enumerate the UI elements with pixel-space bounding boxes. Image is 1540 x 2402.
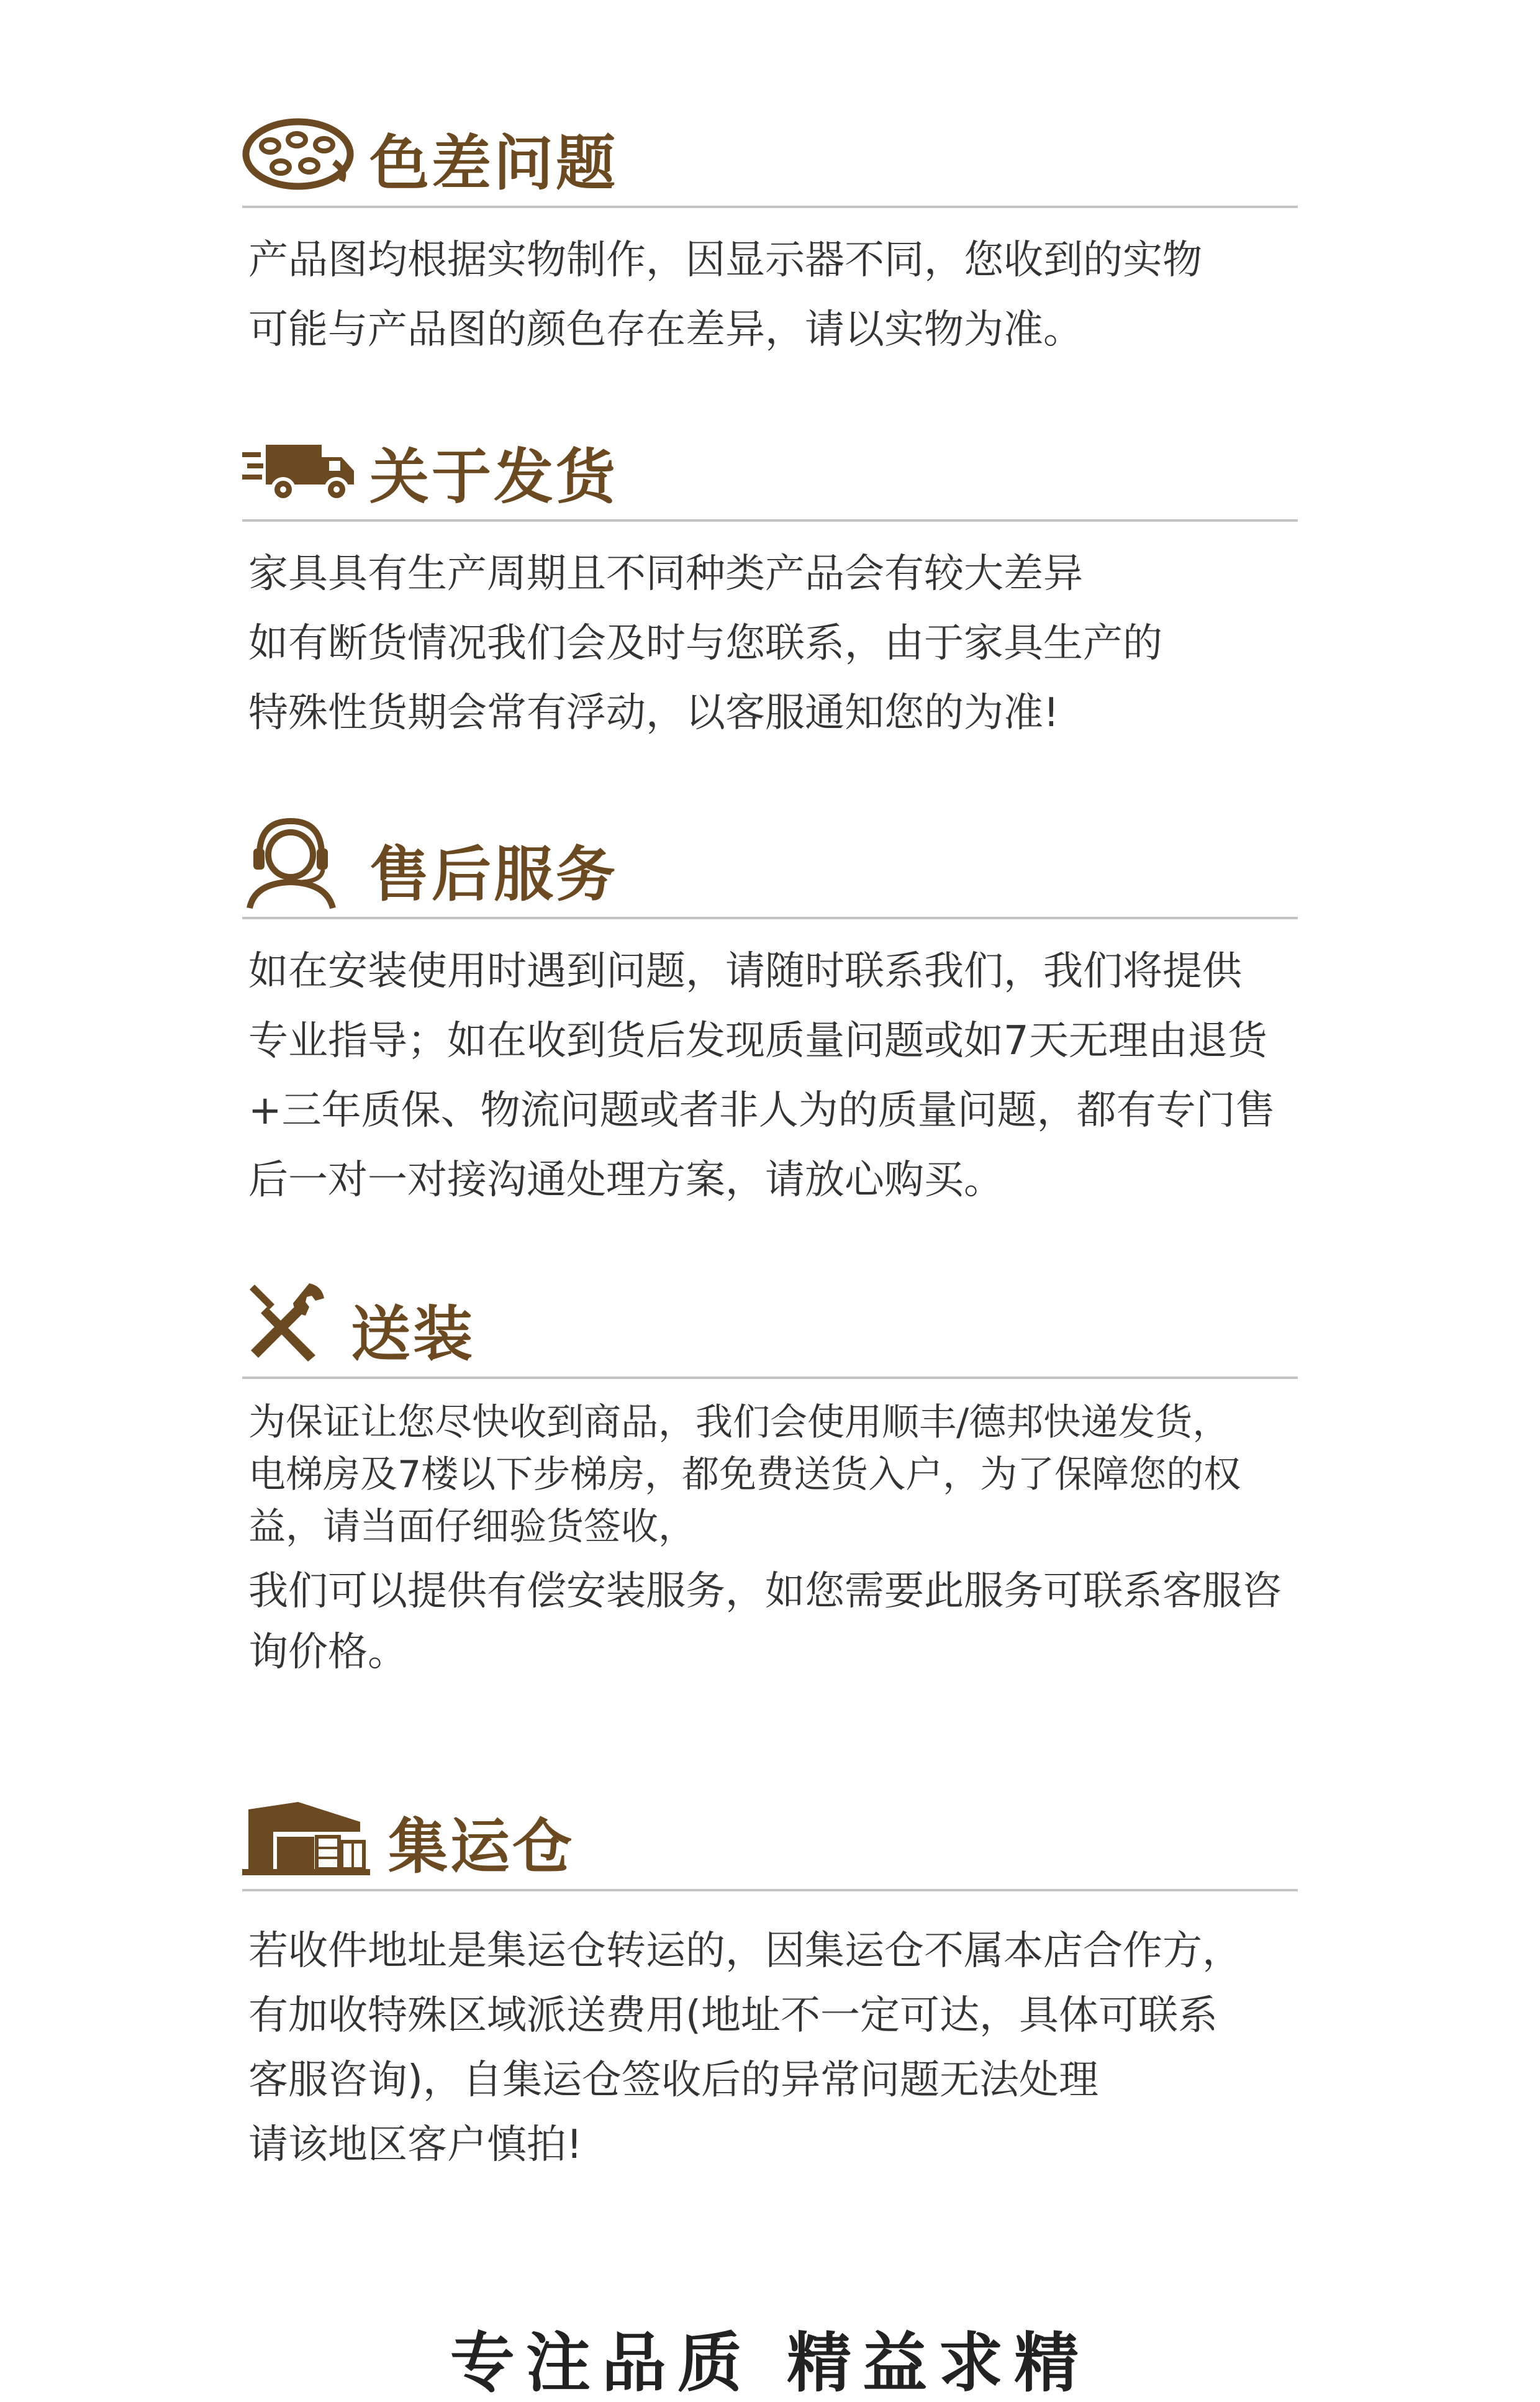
footer-slogan: 专注品质 精益求精 [450,2325,1090,2401]
section-title: 售后服务 [369,840,618,909]
section-title: 集运仓 [388,1812,574,1881]
body-line: 客服咨询)，自集运仓签收后的异常问题无法处理 [248,2057,1098,2103]
body-line: 我们可以提供有偿安装服务，如您需要此服务可联系客服咨 [248,1568,1282,1614]
divider [242,206,1298,208]
tools-icon [242,1278,329,1365]
body-line: 电梯房及7楼以下步梯房，都免费送货入户，为了保障您的权 [248,1453,1241,1496]
section-header [242,1286,1298,1379]
section-body [242,522,1298,748]
body-line: 可能与产品图的颜色存在差异，请以实物为准。 [248,307,1083,353]
divider [242,1889,1298,1891]
body-line: 家具具有生产周期且不同种类产品会有较大差异 [248,551,1083,597]
section-body [242,208,1298,365]
body-line: 如有断货情况我们会及时与您联系，由于家具生产的 [248,621,1162,666]
body-line: 若收件地址是集运仓转运的，因集运仓不属本店合作方， [248,1928,1242,1974]
divider [242,519,1298,522]
section-forwarding-warehouse [242,1798,1298,2177]
section-header [242,1798,1298,1891]
delivery-truck-icon [242,427,360,508]
section-delivery-install [242,1286,1298,1687]
section-title: 送装 [351,1299,475,1369]
body-line: 有加收特殊区域派送费用(地址不一定可达，具体可联系 [248,1993,1218,2039]
section-body [242,1891,1298,2177]
section-shipping [242,429,1298,748]
body-line: 询价格。 [248,1629,407,1675]
body-line: 后一对一对接沟通处理方案，请放心购买。 [248,1157,1003,1203]
body-line: 如在安装使用时遇到问题，请随时联系我们，我们将提供 [248,949,1242,994]
section-header [242,429,1298,522]
headset-agent-icon [242,816,342,909]
section-color-difference [242,115,1298,365]
section-body [242,919,1298,1215]
body-line: 益，请当面仔细验货签收， [248,1505,695,1549]
body-line: 特殊性货期会常有浮动，以客服通知您的为准! [248,690,1059,736]
section-body [242,1379,1298,1687]
section-header [242,115,1298,208]
body-line: 请该地区客户慎拍! [248,2122,582,2168]
divider [242,1376,1298,1379]
warehouse-icon [242,1797,373,1878]
section-header [242,826,1298,919]
palette-icon [242,114,360,194]
section-title: 色差问题 [369,129,618,198]
body-line: 为保证让您尽快收到商品，我们会使用顺丰/德邦快递发货， [248,1401,1230,1444]
body-line: +三年质保、物流问题或者非人为的质量问题，都有专门售 [248,1088,1275,1134]
divider [242,917,1298,919]
section-title: 关于发货 [369,442,618,512]
body-line: 产品图均根据实物制作，因显示器不同，您收到的实物 [248,237,1202,283]
section-aftersales [242,826,1298,1215]
body-line: 专业指导；如在收到货后发现质量问题或如7天无理由退货 [248,1018,1267,1064]
